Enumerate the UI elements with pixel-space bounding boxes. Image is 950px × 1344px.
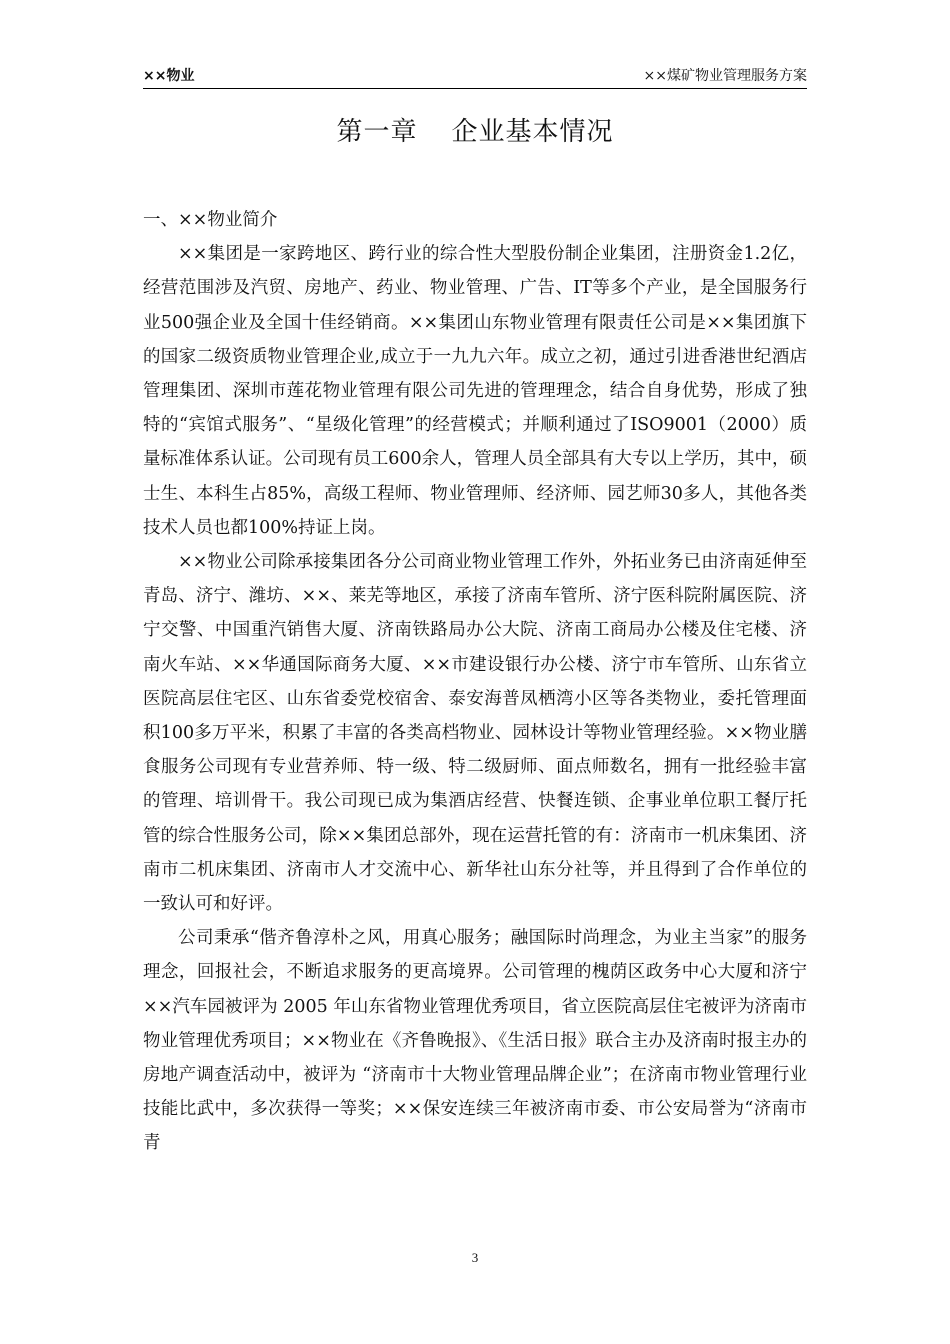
body-paragraph: ××集团是一家跨地区、跨行业的综合性大型股份制企业集团，注册资金1.2亿，经营范围涉及汽贸、房地产、药业、物业管理、广告、IT等多个产业，是全国服务行业500强企业及全国十佳经销商。××集团山东物业管理有限责任公司是××集团旗下的国家二级资质物业管理企业,成立于一九九六年。成立之初，通过引进香港世纪酒店管理集团、深圳市莲花物业管理有限公司先进的管理理念，结合自身优势，形成了独特的“宾馆式服务”、“星级化管理”的经营模式；并顺利通过了ISO9001（2000）质量标准体系认证。公司现有员工600余人，管理人员全部具有大专以上学历，其中，硕士生、本科生占85%，高级工程师、物业管理师、经济师、园艺师30多人，其他各类技术人员也都100%持证上岗。 [143, 244, 807, 538]
header-company-name: ××物业 [143, 68, 195, 84]
page-header [143, 66, 807, 89]
body-paragraph: 公司秉承“偕齐鲁淳朴之风，用真心服务；融国际时尚理念，为业主当家”的服务理念，回报社会，不断追求服务的更高境界。公司管理的槐荫区政务中心大厦和济宁××汽车园被评为 2005 年山东省物业管理优秀项目，省立医院高层住宅被评为济南市物业管理优秀项目；××物业在《齐鲁晚报》、《生活日报》联合主办及济南时报主办的房地产调查活动中，被评为 “济南市十大物业管理品牌企业”；在济南市物业管理行业技能比武中，多次获得一等奖；××保安连续三年被济南市委、市公安局誉为“济南市青 [143, 928, 807, 1154]
body-paragraph: ××物业公司除承接集团各分公司商业物业管理工作外，外拓业务已由济南延伸至青岛、济宁、潍坊、××、莱芜等地区，承接了济南车管所、济宁医科院附属医院、济宁交警、中国重汽销售大厦、济南铁路局办公大院、济南工商局办公楼及住宅楼、济南火车站、××华通国际商务大厦、××市建设银行办公楼、济宁市车管所、山东省立医院高层住宅区、山东省委党校宿舍、泰安海普凤栖湾小区等各类物业，委托管理面积100多万平米，积累了丰富的各类高档物业、园林设计等物业管理经验。××物业膳食服务公司现有专业营养师、特一级、特二级厨师、面点师数名，拥有一批经验丰富的管理、培训骨干。我公司现已成为集酒店经营、快餐连锁、企事业单位职工餐厅托管的综合性服务公司，除××集团总部外，现在运营托管的有：济南市一机床集团、济南市二机床集团、济南市人才交流中心、新华社山东分社等，并且得到了合作单位的一致认可和好评。 [143, 552, 807, 915]
section-heading: 一、××物业简介 [143, 210, 278, 230]
chapter-number: 第一章 [336, 117, 418, 147]
chapter-name: 企业基本情况 [451, 117, 614, 147]
header-document-title: ××煤矿物业管理服务方案 [643, 68, 807, 84]
document-body [143, 203, 807, 1161]
chapter-title [0, 112, 950, 152]
page-number: 3 [471, 1250, 479, 1265]
